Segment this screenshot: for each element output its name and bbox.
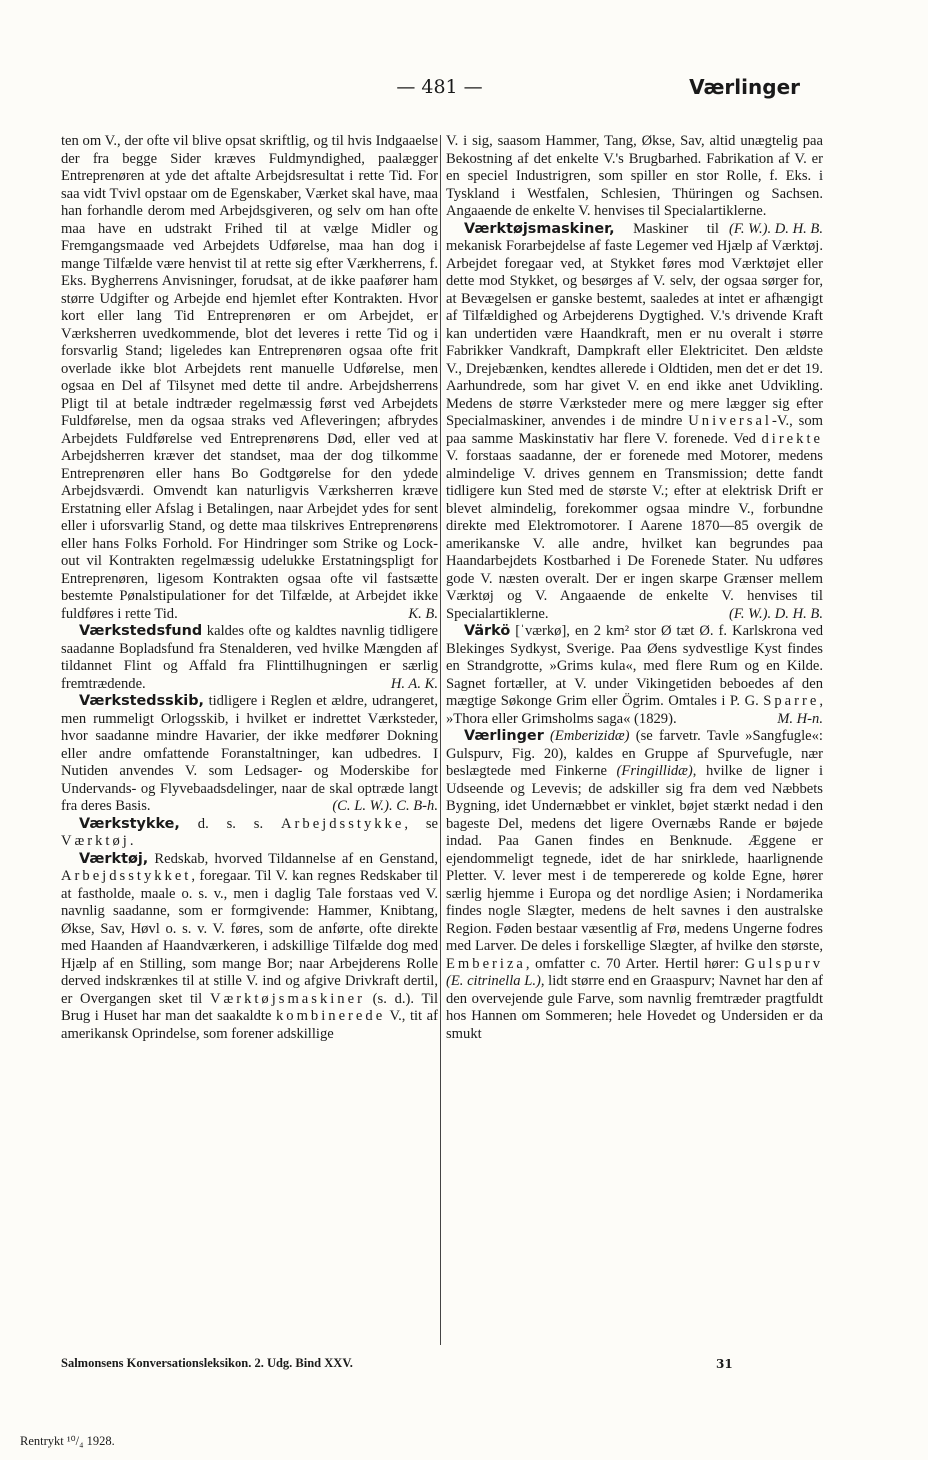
author-signature: (F. W.). D. H. B.: [728, 605, 823, 622]
paragraph: V. i sig, saasom Hammer, Tang, Økse, Sav, altid unægtelig paa Bekostning af det enkelte V.'s Brugbarhed. Fabrikation af V. er en speciel Industrigren, som spiller en stor Rolle, f. Eks. i Tyskland i Westfalen, Schlesien, Thüringen og Sachsen. Angaaende de enkelte V. henvises til Specialartiklerne. (F. W.). D. H. B.: [446, 133, 823, 237]
paragraph: ten om V., der ofte vil blive opsat skriftlig, og til hvis Indgaaelse der fra begge Sider kræves Fuldmyndighed, paalægger Entreprenøren at yde det aftalte Arbejdsresultat i rette Tid. For saa vidt Tvivl opstaar om de Egenskaber, Værket skal have, maa han forhandle derom med Arbejdsgiveren, og selv om han ofte maa have en udstrakt Frihed til at vælge Midler og Fremgangsmaade ved Arbejdets Udførelse, maa han dog i mange Tilfælde være henvist til at rette sig efter Værkherrens, f. Eks. Bygherrens Anvisninger, forudsat, at de ikke paafører ham større Udgifter og Arbejde end hjemlet efter Kontrakten. Hvor kort eller lang Tid Entreprenøren er om Arbejdet, er Værksherren uvedkommende, blot det leveres i rette Tid og i forsvarlig Stand; ligeledes kan Entreprenøren ogsaa ofte frit overlade ikke blot Arbejdets rent manuelle Udførelse, men ogsaa en Del af Tilsynet med dette til andre. Arbejdsherrens Pligt til at betale indtræder regelmæssig først ved Arbejdets Fuldførelse, men da ogsaa straks ved Afleveringen; afbrydes Arbejdets Fuldførelse ved Entreprenørens Død, eller ved at Arbejdsherren kræver det standset, maa der dog tilkomme Entreprenøren eller hans Bo Godtgørelse for den ydede Arbejdsværdi. Omvendt kan naturligvis Værksherren kræve Erstatning eller Afslag i Betalingen, naar Arbejdet ydes for sent eller i uforsvarlig Stand, og dette maa tilskrives Entreprenørens eller hans Folks Forhold. For Hindringer som Strike og Lock-out vil Kontrakten regelmæssig udelukke Erstatningspligt for Entreprenøren, ligesom Kontrakten ogsaa ofte vil fastsætte bestemte Pønalstipulationer for det Tilfælde, at Arbejdet ikke fuldføres i rette Tid. K. B.: [61, 133, 438, 622]
entry-vaerktoej: Værktøj, Redskab, hvorved Tildannelse af en Genstand, Arbejdsstykket, foregaar. Til V. kan regnes Redskaber til at fastholde, maale o. s. v., men i daglig Tale forstaas ved V. navnlig saadanne, som er formgivende: Hammer, Knibtang, Økse, Sav, Høvl o. s. v. V. føres, som de anførte, ofte direkte med Haanden af Haandværkeren, i adskillige Tilfælde dog med Hjælp af en Stilling, som mange Bor; naar Arbejderens Rolle derved indskrænkes til at stille V. ind og afgive Drivkraft dertil, er Overgangen sket til Værktøjsmaskiner (s. d.). Til Brug i Huset har man det saakaldte kombinerede V., tit af amerikansk Oprindelse, som forener adskillige: [61, 850, 438, 1042]
author-signature: (F. W.). D. H. B.: [728, 220, 823, 237]
entry-vaerkstedsfund: Værkstedsfund kaldes ofte og kaldtes navnlig tidligere saadanne Bopladsfund fra Stenalderen, ved hvilke Mængden af tildannet Flint og Affald fra Flinttilhugningen er særlig fremtrædende. H. A. K.: [61, 623, 438, 692]
author-signature: K. B.: [408, 605, 438, 622]
emphasis: direkte: [761, 430, 823, 447]
headword: Værktøj,: [79, 850, 149, 867]
latin-name: (E. citrinella L.): [446, 973, 541, 989]
headword: Værlinger: [464, 728, 544, 744]
cross-reference: Værktøj: [61, 833, 130, 849]
entry-vaerlinger: Værlinger (Emberizidæ) (se farvetr. Tavle »Sangfugle«: Gulspurv, Fig. 20), kaldes en Gruppe af Spurvefugle, nær beslægtede med Finkerne (Fringillidæ), hvilke de ligner i Udseende og Levevis; de adskiller sig fra dem ved Næbbets Bygning, idet Undernæbbet er vinklet, bøjet stærkt nedad i den bageste Del, medens det ligere Overnæbs Rande er bøjede indad. Paa Ganen findes en Benknude. Æggene er ejendommeligt tegnede, idet de har snirklede, haarlignende Pletter. V. lever mest i de tempererede og kolde Egne, hører særlig hjemme i Europa og det nordlige Asien; i Nordamerika findes nogle Slægter, medens de helt savnes i den australske Region. Føden bestaar væsentlig af Frø, medens Ungerne fodres med Larver. De deles i forskellige Slægter, af hvilke den største, Emberiza, omfatter c. 70 Arter. Hertil hører: Gulspurv (E. citrinella L.), lidt større end en Graaspurv; Navnet har den af den overvejende gule Farve, som navnlig fremtræder pragtfuldt hos Hannen om Sommeren; hele Hovedet og Undersiden er da smukt: [446, 728, 824, 1042]
emphasis: Sparre: [763, 693, 820, 709]
footer-publication: Salmonsens Konversationsleksikon. 2. Udg. Bind XXV.: [61, 1356, 353, 1370]
headword: Værkstedsfund: [79, 623, 203, 639]
headword: Værkstedsskib,: [79, 693, 205, 709]
headword: Værkstykke,: [79, 815, 180, 832]
headword: Värkö: [464, 623, 511, 639]
cross-reference: Værktøjsmaskiner: [209, 990, 365, 1007]
emphasis: Emberiza: [446, 955, 526, 972]
left-column: [61, 133, 438, 1043]
author-signature: H. A. K.: [390, 675, 438, 692]
footer-signature-number: 31: [716, 1357, 733, 1371]
author-signature: (C. L. W.). C. B-h.: [332, 798, 438, 814]
page-number: — 481 —: [396, 76, 483, 98]
entry-vaerkstedsskib: Værkstedsskib, tidligere i Reglen et ældre, udrangeret, men rummeligt Orlogsskib, i hvilket er indrettet Værksteder, hvor saadanne mindre Havarier, der ikke medfører Dokning eller andre omfattende Foranstaltninger, kan udbedres. I Nutiden anvendes V. som Ledsager- og Moderskibe for Undervands- og Flyvebaadsdelinger, naar de skal optræde langt fra deres Basis. (C. L. W.). C. B-h.: [61, 693, 438, 814]
author-signature: M. H-n.: [777, 710, 823, 727]
emphasis: kombinerede: [275, 1008, 386, 1024]
emphasis: Universal: [688, 413, 772, 429]
running-head: Værlinger: [689, 75, 800, 99]
entry-varko: Värkö [ˈværkø], en 2 km² stor Ø tæt Ø. f. Karlskrona ved Blekinges Sydkyst, Sverige. Paa Øens sydvestlige Kyst findes en Strandgrotte, »Grims kula«, med flere Rum og en Kilde. Sagnet fortæller, at V. under Vikingetiden beboedes af den mægtige Søkonge Grim eller Ögrim. Omtales i P. G. Sparre, »Thora eller Grimsholms saga« (1829). M. H-n.: [446, 623, 823, 727]
imprint-note: Rentrykt ¹⁰/₄ 1928.: [20, 1434, 115, 1448]
emphasis: Arbejdsstykket: [61, 868, 192, 884]
latin-name: (Fringillidæ): [616, 763, 693, 779]
entry-vaerkstykke: Værkstykke, d. s. s. Arbejdsstykke, se Værktøj.: [61, 815, 438, 849]
headword: Værktøjsmaskiner,: [464, 220, 615, 237]
latin-name: (Emberizidæ): [550, 728, 630, 744]
emphasis: Gulspurv: [744, 955, 823, 972]
column-divider: [440, 135, 441, 1345]
cross-reference: Arbejdsstykke: [281, 815, 405, 832]
entry-vaerktoejsmaskiner: Værktøjsmaskiner, Maskiner til mekanisk Forarbejdelse af faste Legemer ved Hjælp af Værktøj. Arbejdet foregaar ved, at Stykket føres mod Værktøjet eller dette mod Stykket, og besørges af V. selv, der ogsaa sørger for, at Bevægelsen er ganske bestemt, saaledes at intet er afhængigt af Tilfældighed og Arbejderens Dygtighed. V.'s drivende Kraft kan undertiden være Haandkraft, men er nu overalt i større Fabrikker Vandkraft, Dampkraft eller Elektricitet. Den ældste V., Drejebænken, kendtes allerede i Oldtiden, men det er det 19. Aarhundrede, som har givet V. en end ikke anet Udvikling. Medens de større Værksteder mere og mere lægger sig efter Specialmaskiner, anvendes i de mindre Universal-V., som paa samme Maskinstativ har flere V. forenede. Ved direkte V. forstaas saadanne, der er forenede med Motorer, medens almindelige V. drives gennem en Transmission; dette fandt tidligere kun Sted med de største V.; efter at elektrisk Drift er blevet almindelig, forekommer ogsaa mindre V., forbundne direkte med Elektromotorer. I Aarene 1870—85 overgik de amerikanske V. alle andre, hvilket kan begrundes paa Haandarbejdets Kostbarhed i De Forenede Stater. Nu udføres gode V. næsten overalt. Der er ingen skarpe Grænser mellem Værktøj og V. Angaaende de enkelte V. henvises til Specialartiklerne. (F. W.). D. H. B.: [446, 220, 823, 622]
right-column: [446, 133, 823, 1043]
